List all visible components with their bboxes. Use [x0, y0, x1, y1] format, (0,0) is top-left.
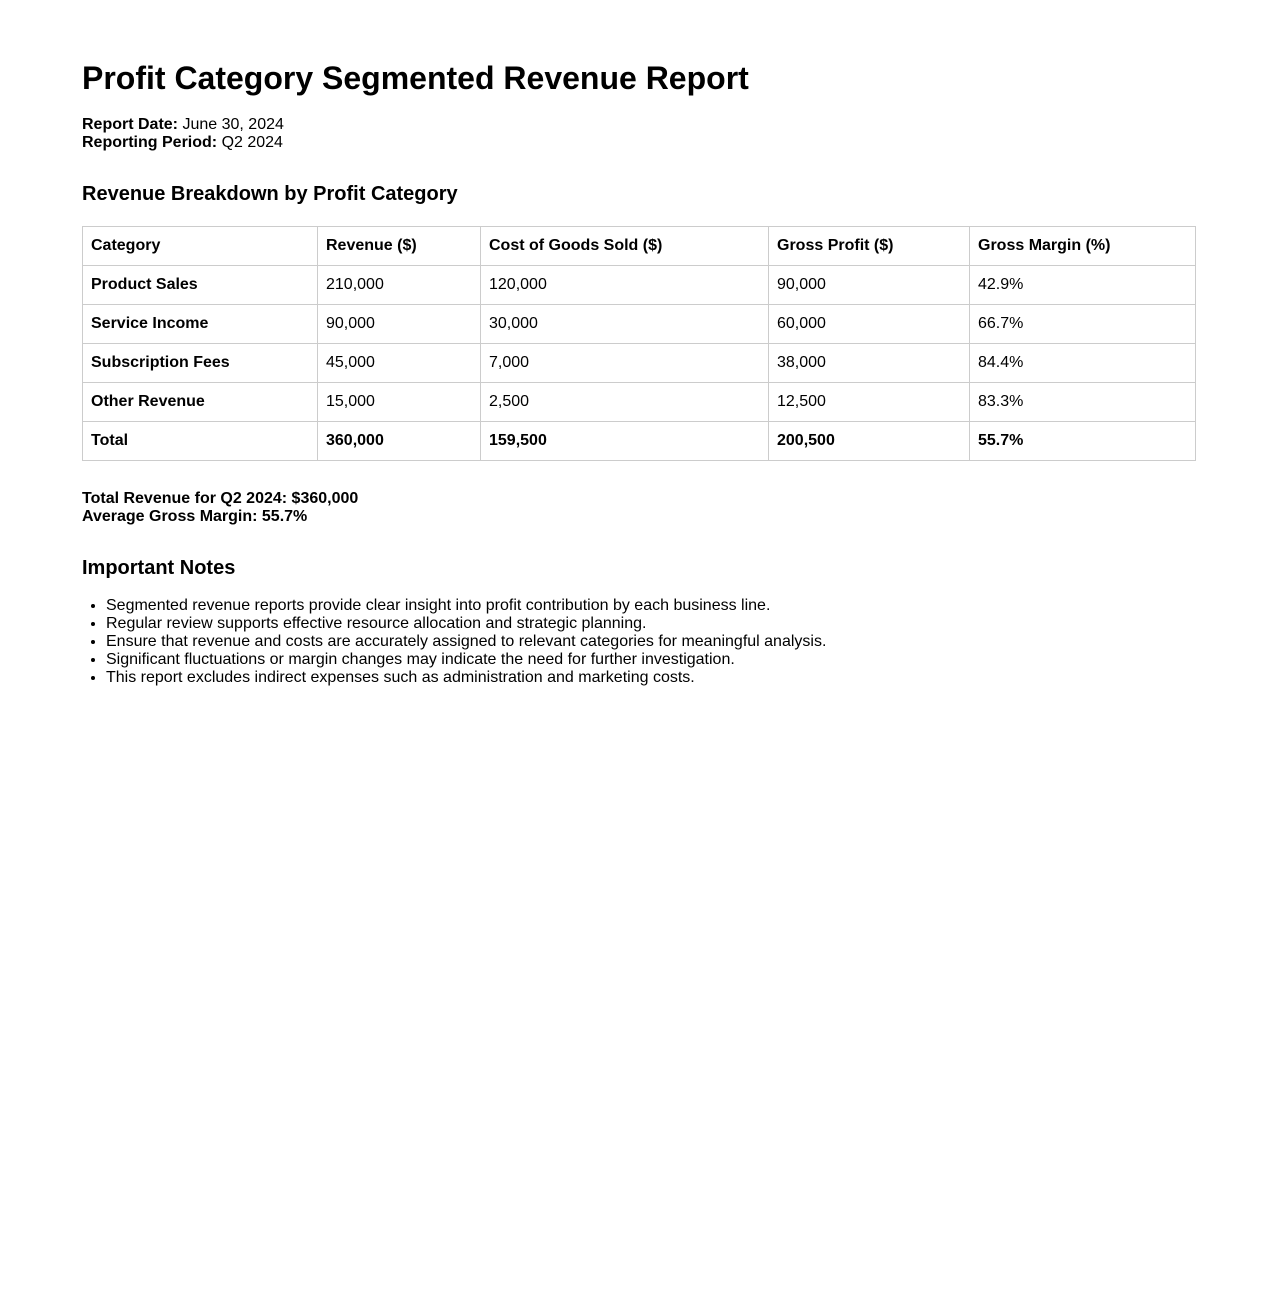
cell-gross-margin: 83.3%: [970, 383, 1196, 422]
list-item: • Significant fluctuations or margin changes may indicate the need for further investigation.: [106, 651, 826, 669]
header-revenue: Revenue ($): [318, 227, 481, 266]
revenue-breakdown-table: [82, 226, 1196, 461]
cell-category: Other Revenue: [83, 383, 318, 422]
cell-revenue: 90,000: [318, 305, 481, 344]
report-date-line: [82, 116, 284, 134]
cell-gross-margin: 84.4%: [970, 344, 1196, 383]
average-margin-summary: Average Gross Margin: 55.7%: [82, 508, 308, 525]
table-total-row: [83, 422, 1196, 461]
cell-category: Service Income: [83, 305, 318, 344]
reporting-period-value: Q2 2024: [221, 134, 283, 151]
list-item: • Segmented revenue reports provide clear insight into profit contribution by each business line.: [106, 597, 826, 615]
cell-category: Product Sales: [83, 266, 318, 305]
reporting-period-label: Reporting Period:: [82, 134, 218, 151]
header-gross-margin: Gross Margin (%): [970, 227, 1196, 266]
table-row: [83, 383, 1196, 422]
list-item: • This report excludes indirect expenses such as administration and marketing costs.: [106, 669, 826, 687]
total-revenue-summary: Total Revenue for Q2 2024: $360,000: [82, 490, 359, 507]
notes-list: [82, 597, 826, 687]
cell-gross-margin: 66.7%: [970, 305, 1196, 344]
cell-total-gross-profit: 200,500: [769, 422, 970, 461]
report-meta: [82, 116, 284, 152]
cell-cogs: 120,000: [481, 266, 769, 305]
cell-revenue: 45,000: [318, 344, 481, 383]
cell-total-gross-margin: 55.7%: [970, 422, 1196, 461]
cell-total-label: Total: [83, 422, 318, 461]
cell-gross-margin: 42.9%: [970, 266, 1196, 305]
header-cogs: Cost of Goods Sold ($): [481, 227, 769, 266]
cell-cogs: 7,000: [481, 344, 769, 383]
report-date-label: Report Date:: [82, 116, 179, 133]
report-date-value: June 30, 2024: [182, 116, 284, 133]
table-row: [83, 305, 1196, 344]
cell-cogs: 30,000: [481, 305, 769, 344]
cell-category: Subscription Fees: [83, 344, 318, 383]
table-row: [83, 344, 1196, 383]
cell-revenue: 15,000: [318, 383, 481, 422]
cell-gross-profit: 90,000: [769, 266, 970, 305]
table-header-row: [83, 227, 1196, 266]
notes-title: Important Notes: [82, 557, 236, 579]
cell-total-cogs: 159,500: [481, 422, 769, 461]
breakdown-title: Revenue Breakdown by Profit Category: [82, 183, 458, 205]
cell-gross-profit: 12,500: [769, 383, 970, 422]
header-category: Category: [83, 227, 318, 266]
summary-block: [82, 490, 358, 526]
page-title: Profit Category Segmented Revenue Report: [82, 60, 749, 96]
reporting-period-line: [82, 134, 284, 152]
list-item: • Regular review supports effective resource allocation and strategic planning.: [106, 615, 826, 633]
cell-revenue: 210,000: [318, 266, 481, 305]
cell-cogs: 2,500: [481, 383, 769, 422]
list-item: • Ensure that revenue and costs are accurately assigned to relevant categories for meaningful analysis.: [106, 633, 826, 651]
table-row: [83, 266, 1196, 305]
header-gross-profit: Gross Profit ($): [769, 227, 970, 266]
cell-gross-profit: 60,000: [769, 305, 970, 344]
cell-total-revenue: 360,000: [318, 422, 481, 461]
cell-gross-profit: 38,000: [769, 344, 970, 383]
